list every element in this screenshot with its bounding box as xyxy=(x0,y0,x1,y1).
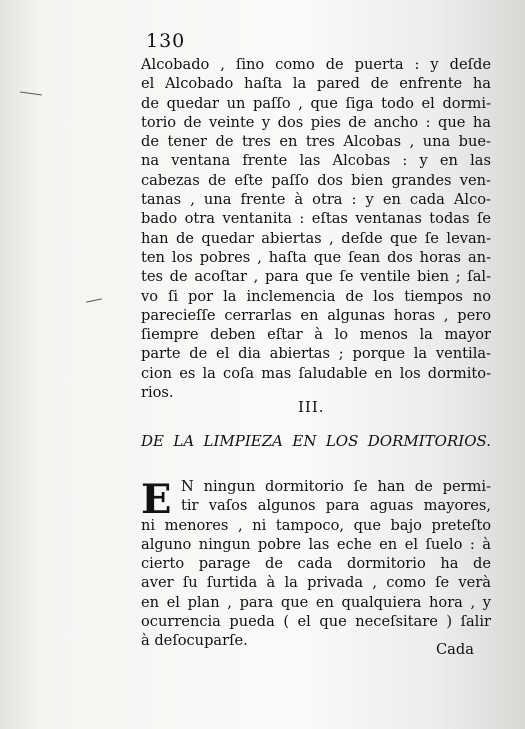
text-line: cion es la coſa mas ſaludable en los dormito- xyxy=(141,364,491,382)
text-line: aver ſu ſurtida à la privada , como ſe verà xyxy=(141,574,491,592)
text-line: alguno ningun pobre las eche en el ſuelo : à xyxy=(141,535,491,553)
text-line: tir vaſos algunos para aguas mayores, xyxy=(181,497,491,515)
margin-mark xyxy=(20,91,42,95)
text-line: ocurrencia pueda ( el que neceſsitare ) ſalir xyxy=(141,613,491,631)
paragraph-section xyxy=(141,477,491,651)
text-line: ſiempre deben eſtar à lo menos la mayor xyxy=(141,326,491,344)
text-line: de quedar un paſſo , que ſiga todo el dormi- xyxy=(141,94,491,112)
text-line: torio de veinte y dos pies de ancho : que ha xyxy=(141,113,491,131)
paragraph-continued xyxy=(141,55,491,402)
text-line: han de quedar abiertas , deſde que ſe levan- xyxy=(141,229,491,247)
section-title: DE LA LIMPIEZA EN LOS DORMITORIOS. xyxy=(141,432,491,450)
text-line: cierto parage de cada dormitorio ha de xyxy=(141,555,491,573)
text-line: tanas , una frente à otra : y en cada Alco- xyxy=(141,191,491,209)
text-line: vo ſi por la inclemencia de los tiempos no xyxy=(141,287,491,305)
text-line: ten los pobres , haſta que ſean dos horas an- xyxy=(141,248,491,266)
text-line: el Alcobado haſta la pared de enfrente ha xyxy=(141,75,491,93)
text-line: de tener de tres en tres Alcobas , una bue- xyxy=(141,133,491,151)
text-line: na ventana frente las Alcobas : y en las xyxy=(141,152,491,170)
page-number: 130 xyxy=(146,30,186,52)
text-line: Alcobado , ſino como de puerta : y deſde xyxy=(141,56,491,73)
margin-mark xyxy=(86,298,102,302)
text-line: ni menores , ni tampoco, que bajo preteſto xyxy=(141,516,491,534)
text-line: à deſocuparſe. xyxy=(141,632,248,650)
text-line: parecieſſe cerrarlas en algunas horas , pero xyxy=(141,306,491,324)
text-line: bado otra ventanita : eſtas ventanas todas ſe xyxy=(141,210,491,228)
drop-cap: E xyxy=(141,476,172,523)
section-number: III. xyxy=(298,398,325,416)
text-line: N ningun dormitorio ſe han de permi- xyxy=(181,478,491,495)
text-line: tes de acoſtar , para que ſe ventile bien ; ſal- xyxy=(141,268,491,286)
text-line: cabezas de eſte paſſo dos bien grandes ven- xyxy=(141,171,491,189)
catchword: Cada xyxy=(436,641,474,658)
text-line: parte de el dia abiertas ; porque la ventila- xyxy=(141,345,491,363)
text-line: en el plan , para que en qualquiera hora , y xyxy=(141,593,491,611)
text-line: rios. xyxy=(141,384,174,402)
